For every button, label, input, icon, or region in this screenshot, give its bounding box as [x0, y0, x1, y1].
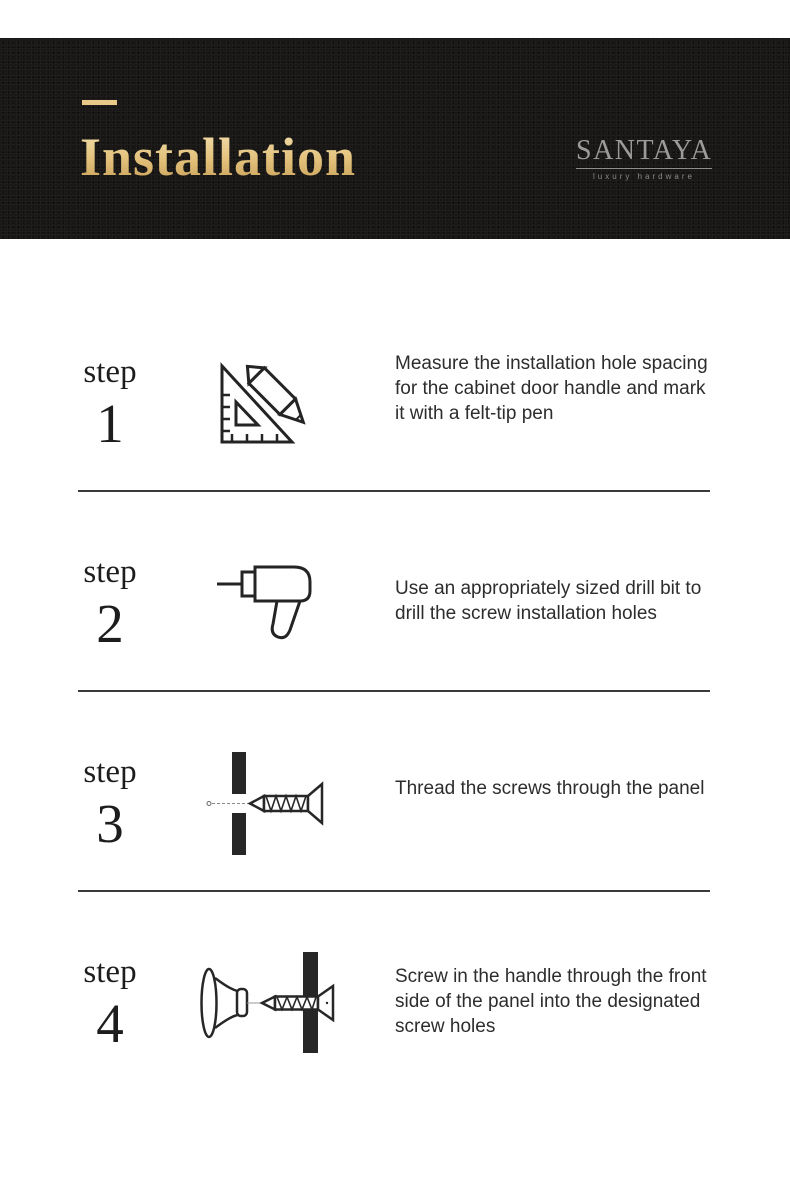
step-3-description: Thread the screws through the panel [395, 778, 705, 799]
step-number: 1 [96, 393, 124, 454]
handle-screw-panel-icon [200, 950, 340, 1060]
step-number: 4 [96, 993, 124, 1054]
gold-dash-decoration [82, 100, 117, 105]
section-divider [78, 690, 710, 692]
step-word: step [83, 954, 137, 990]
step-1-label [74, 354, 146, 454]
screw-through-panel-icon [206, 752, 328, 860]
brand-tagline: luxury hardware [593, 172, 695, 181]
step-row-1 [0, 330, 790, 530]
header-band [0, 38, 790, 239]
brand-logo [576, 137, 712, 181]
drill-icon [217, 565, 313, 648]
step-2-description: Use an appropriately sized drill bit to drill the screw installation holes [395, 578, 702, 624]
step-number: 2 [96, 593, 124, 654]
step-number: 3 [96, 793, 124, 854]
step-2-label [74, 554, 146, 654]
page-title: Installation [80, 127, 357, 187]
section-divider [78, 490, 710, 492]
step-word: step [83, 754, 137, 790]
step-word: step [83, 354, 137, 390]
brand-name: SANTAYA [576, 137, 712, 169]
step-3-label [74, 754, 146, 854]
set-square-pencil-icon [214, 350, 314, 450]
step-4-label [74, 954, 146, 1054]
step-1-description: Measure the installation hole spacing for the cabinet door handle and mark it with a felt-tip pen [395, 353, 708, 424]
step-row-4 [0, 930, 790, 1130]
step-4-description: Screw in the handle through the front side of the panel into the designated screw holes [395, 966, 707, 1037]
step-row-2 [0, 530, 790, 730]
section-divider [78, 890, 710, 892]
step-row-3 [0, 730, 790, 930]
step-word: step [83, 554, 137, 590]
